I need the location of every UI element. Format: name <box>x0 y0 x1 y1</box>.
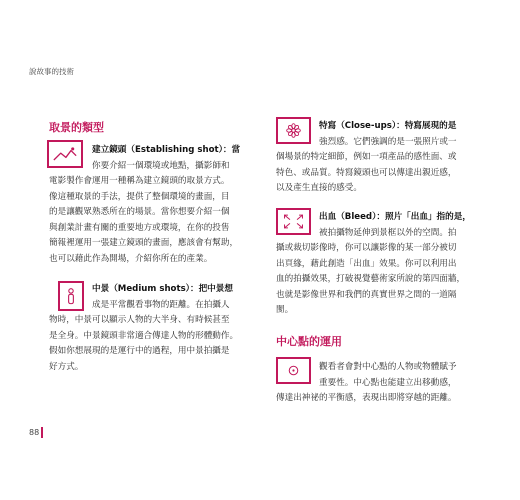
center-para-head <box>319 360 474 391</box>
closeup-line-2: 強烈感。它們強調的是一張照片或一 <box>319 136 457 147</box>
closeup-line-3: 個場景的特定細節，例如一項產品的感性面、或 <box>276 152 457 162</box>
closeup-line-1: 特寫（Close-ups）：特寫展現的是 <box>319 121 457 131</box>
establishing-line-7: 簡報裡運用一張建立鏡頭的畫面，應該會有幫助， <box>49 238 239 248</box>
center-point-icon <box>276 357 311 384</box>
bleed-line-4: 出頁緣，藉此創造「出血」效果。你可以利用出 <box>276 258 457 269</box>
bleed-line-7: 閡。 <box>276 305 294 315</box>
section-title-framing-types: 取景的類型 <box>49 121 104 134</box>
establishing-line-2: 你要介紹一個環境或地點，攝影師和 <box>92 160 230 171</box>
establishing-shot-para-head <box>92 143 242 174</box>
page-number: 88 <box>29 428 40 437</box>
bleed-para-head <box>319 210 474 241</box>
establishing-line-5: 的是讓觀眾熟悉所在的場景。當你想要介紹一個 <box>49 207 230 217</box>
running-header: 說故事的技術 <box>29 67 74 76</box>
medium-line-3: 物時，中景可以顯示人物的大半身、有時候甚至 <box>49 315 230 325</box>
establishing-line-6: 與創業計畫有關的重要地方或環境，在你的投售 <box>49 222 230 233</box>
section-title-center-point: 中心點的運用 <box>276 335 342 348</box>
page-number-divider <box>41 427 43 438</box>
medium-shot-para-head <box>92 282 242 313</box>
medium-line-5: 假如你想展現的是運行中的過程，用中景拍攝是 <box>49 346 230 356</box>
expand-arrows-icon <box>276 208 311 235</box>
center-line-3: 傳達出神祕的平衡感，表現出即將穿越的距離。 <box>276 393 457 403</box>
medium-line-1: 中景（Medium shots）：把中景想 <box>92 284 233 294</box>
medium-line-2: 成是平常觀看事物的距離。在拍攝人 <box>92 299 230 310</box>
medium-line-6: 好方式。 <box>49 361 84 372</box>
bleed-line-2: 被拍攝物延伸到景框以外的空間。拍 <box>319 227 457 238</box>
establishing-line-8: 也可以藉此作為開場，介紹你所在的產業。 <box>49 253 213 264</box>
medium-shot-para-body <box>49 313 249 375</box>
establishing-shot-para-body <box>49 174 249 267</box>
bleed-line-1: 出血（Bleed）：照片「出血」指的是， <box>319 212 471 222</box>
bleed-line-5: 血的拍攝效果，打破視覺藝術家所說的第四面牆， <box>276 274 466 284</box>
closeup-para-head <box>319 119 474 150</box>
center-para-body <box>276 391 476 407</box>
closeup-para-body <box>276 150 476 197</box>
person-icon <box>58 281 84 311</box>
center-line-2: 重要性。中心點也能建立出移動感， <box>319 377 457 388</box>
center-line-1: 觀看者會對中心點的人物或物體賦予 <box>319 362 457 372</box>
bleed-para-body <box>276 241 476 319</box>
landscape-icon <box>47 140 83 168</box>
establishing-line-4: 像這種取景的手法，提供了整個環境的畫面，目 <box>49 191 230 202</box>
flower-icon <box>276 117 311 144</box>
closeup-line-4: 特色、或品質。特寫鏡頭也可以傳達出親近感， <box>276 167 457 178</box>
closeup-line-5: 以及產生直接的感受。 <box>276 183 362 193</box>
bleed-line-6: 也就是影像世界和我們的真實世界之間的一道隔 <box>276 289 457 300</box>
establishing-line-1: 建立鏡頭（Establishing shot）：當 <box>92 145 241 155</box>
establishing-line-3: 電影製作會運用一種稱為建立鏡頭的取景方式。 <box>49 176 230 186</box>
medium-line-4: 是全身。中景鏡頭非常適合傳達人物的形體動作。 <box>49 330 239 341</box>
bleed-line-3: 攝或裁切影像時，你可以讓影像的某一部分被切 <box>276 243 457 253</box>
